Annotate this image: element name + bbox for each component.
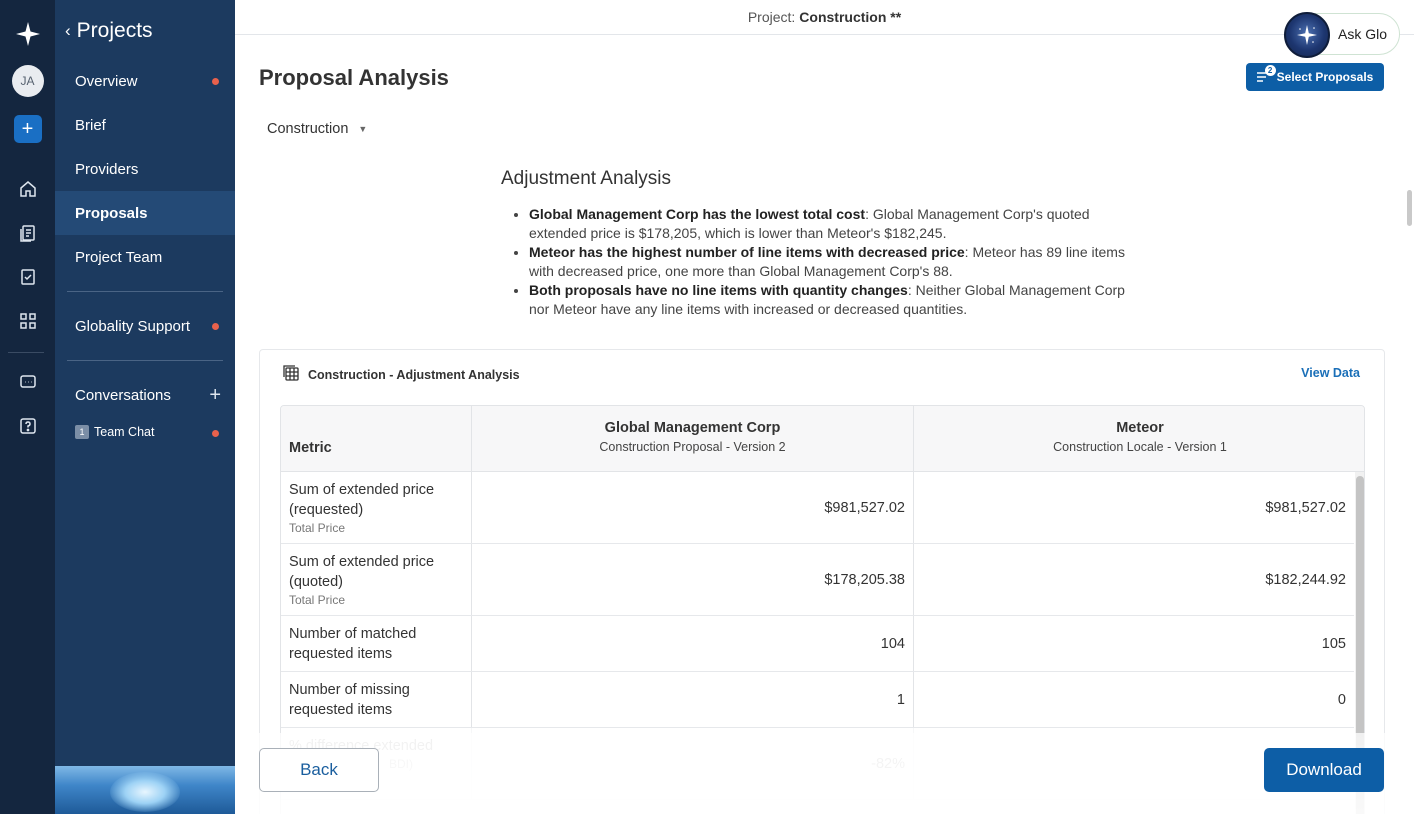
sidebar-divider [67,360,223,361]
notification-dot [212,323,219,330]
summary-item: • Global Management Corp has the lowest total cost: Global Management Corp's quoted extended price is $178,205, which is lower than Meteor's $182,245. [529,205,1131,243]
selected-count-badge: 2 [1265,65,1276,76]
back-to-projects-link[interactable]: ‹ Projects [65,19,153,42]
chat-icon[interactable] [0,371,55,393]
table-row: Number of matched requested items 104 105 [281,616,1354,672]
category-dropdown[interactable]: Construction ▼ [267,121,368,137]
sidebar-item-providers[interactable]: Providers [75,160,139,178]
sidebar-item-brief[interactable]: Brief [75,116,106,134]
sparkle-icon [1284,12,1330,58]
column-header-vendor: Global Management Corp Construction Proposal - Version 2 [472,406,914,472]
summary-list [501,205,1131,319]
home-icon[interactable] [0,178,55,200]
promo-image [55,766,235,814]
ask-glo-button[interactable]: Ask Glo [1285,13,1400,55]
main-content [235,0,1414,814]
icon-rail [0,0,55,814]
download-button[interactable]: Download [1264,748,1384,792]
table-row: Number of missing requested items 1 0 [281,672,1354,728]
user-avatar[interactable]: JA [0,65,55,97]
back-button[interactable]: Back [259,748,379,792]
page-title: Proposal Analysis [259,65,449,90]
project-sidebar [55,0,235,814]
help-icon[interactable] [0,415,55,437]
add-conversation-icon[interactable]: + [209,384,221,406]
summary-item: • Both proposals have no line items with quantity changes: Neither Global Management Corp nor Meteor have any line items with increased or decreased quantities. [529,281,1131,319]
notification-dot [212,78,219,85]
table-row: Sum of extended price (requested) Total Price $981,527.02 $981,527.02 [281,472,1354,544]
project-header: Project: Construction ** [235,0,1414,35]
select-proposals-button[interactable]: 2 Select Proposals [1246,63,1384,91]
summary-item: • Meteor has the highest number of line items with decreased price: Meteor has 89 line items with decreased price, one more than Global Management Corp's 88. [529,243,1131,281]
sidebar-item-globality-support[interactable]: Globality Support [55,304,235,348]
sidebar-item-overview[interactable]: Overview [55,59,235,103]
section-heading: Adjustment Analysis [501,168,672,189]
sidebar-item-proposals[interactable]: Proposals [55,191,235,235]
sidebar-divider [67,291,223,292]
project-name: Construction ** [799,9,902,25]
column-header-vendor: Meteor Construction Locale - Version 1 [1053,420,1227,454]
column-header-metric: Metric [289,440,332,456]
notification-dot [212,430,219,437]
table-icon [282,364,300,385]
create-new-button[interactable] [0,115,55,143]
sidebar-item-conversations[interactable]: Conversations + [75,384,221,406]
rail-divider [8,352,44,353]
footer-bar [235,733,1414,814]
plus-icon: + [14,115,42,143]
adjustment-analysis-summary [501,168,1131,319]
view-data-link[interactable]: View Data [1301,366,1360,380]
sidebar-item-project-team[interactable]: Project Team [75,248,163,266]
chevron-left-icon: ‹ [65,21,71,40]
caret-down-icon: ▼ [358,124,368,134]
list-filter-icon [1257,66,1273,83]
card-title: Construction - Adjustment Analysis [282,364,520,385]
conversation-team-chat[interactable]: 1 Team Chat [75,425,154,439]
apps-grid-icon[interactable] [0,310,55,332]
tasks-icon[interactable] [0,266,55,288]
globality-logo-icon[interactable] [0,20,55,48]
documents-icon[interactable] [0,222,55,244]
table-header [281,406,1365,472]
page-scrollbar-thumb[interactable] [1407,190,1412,226]
table-row: Sum of extended price (quoted) Total Price $178,205.38 $182,244.92 [281,544,1354,616]
